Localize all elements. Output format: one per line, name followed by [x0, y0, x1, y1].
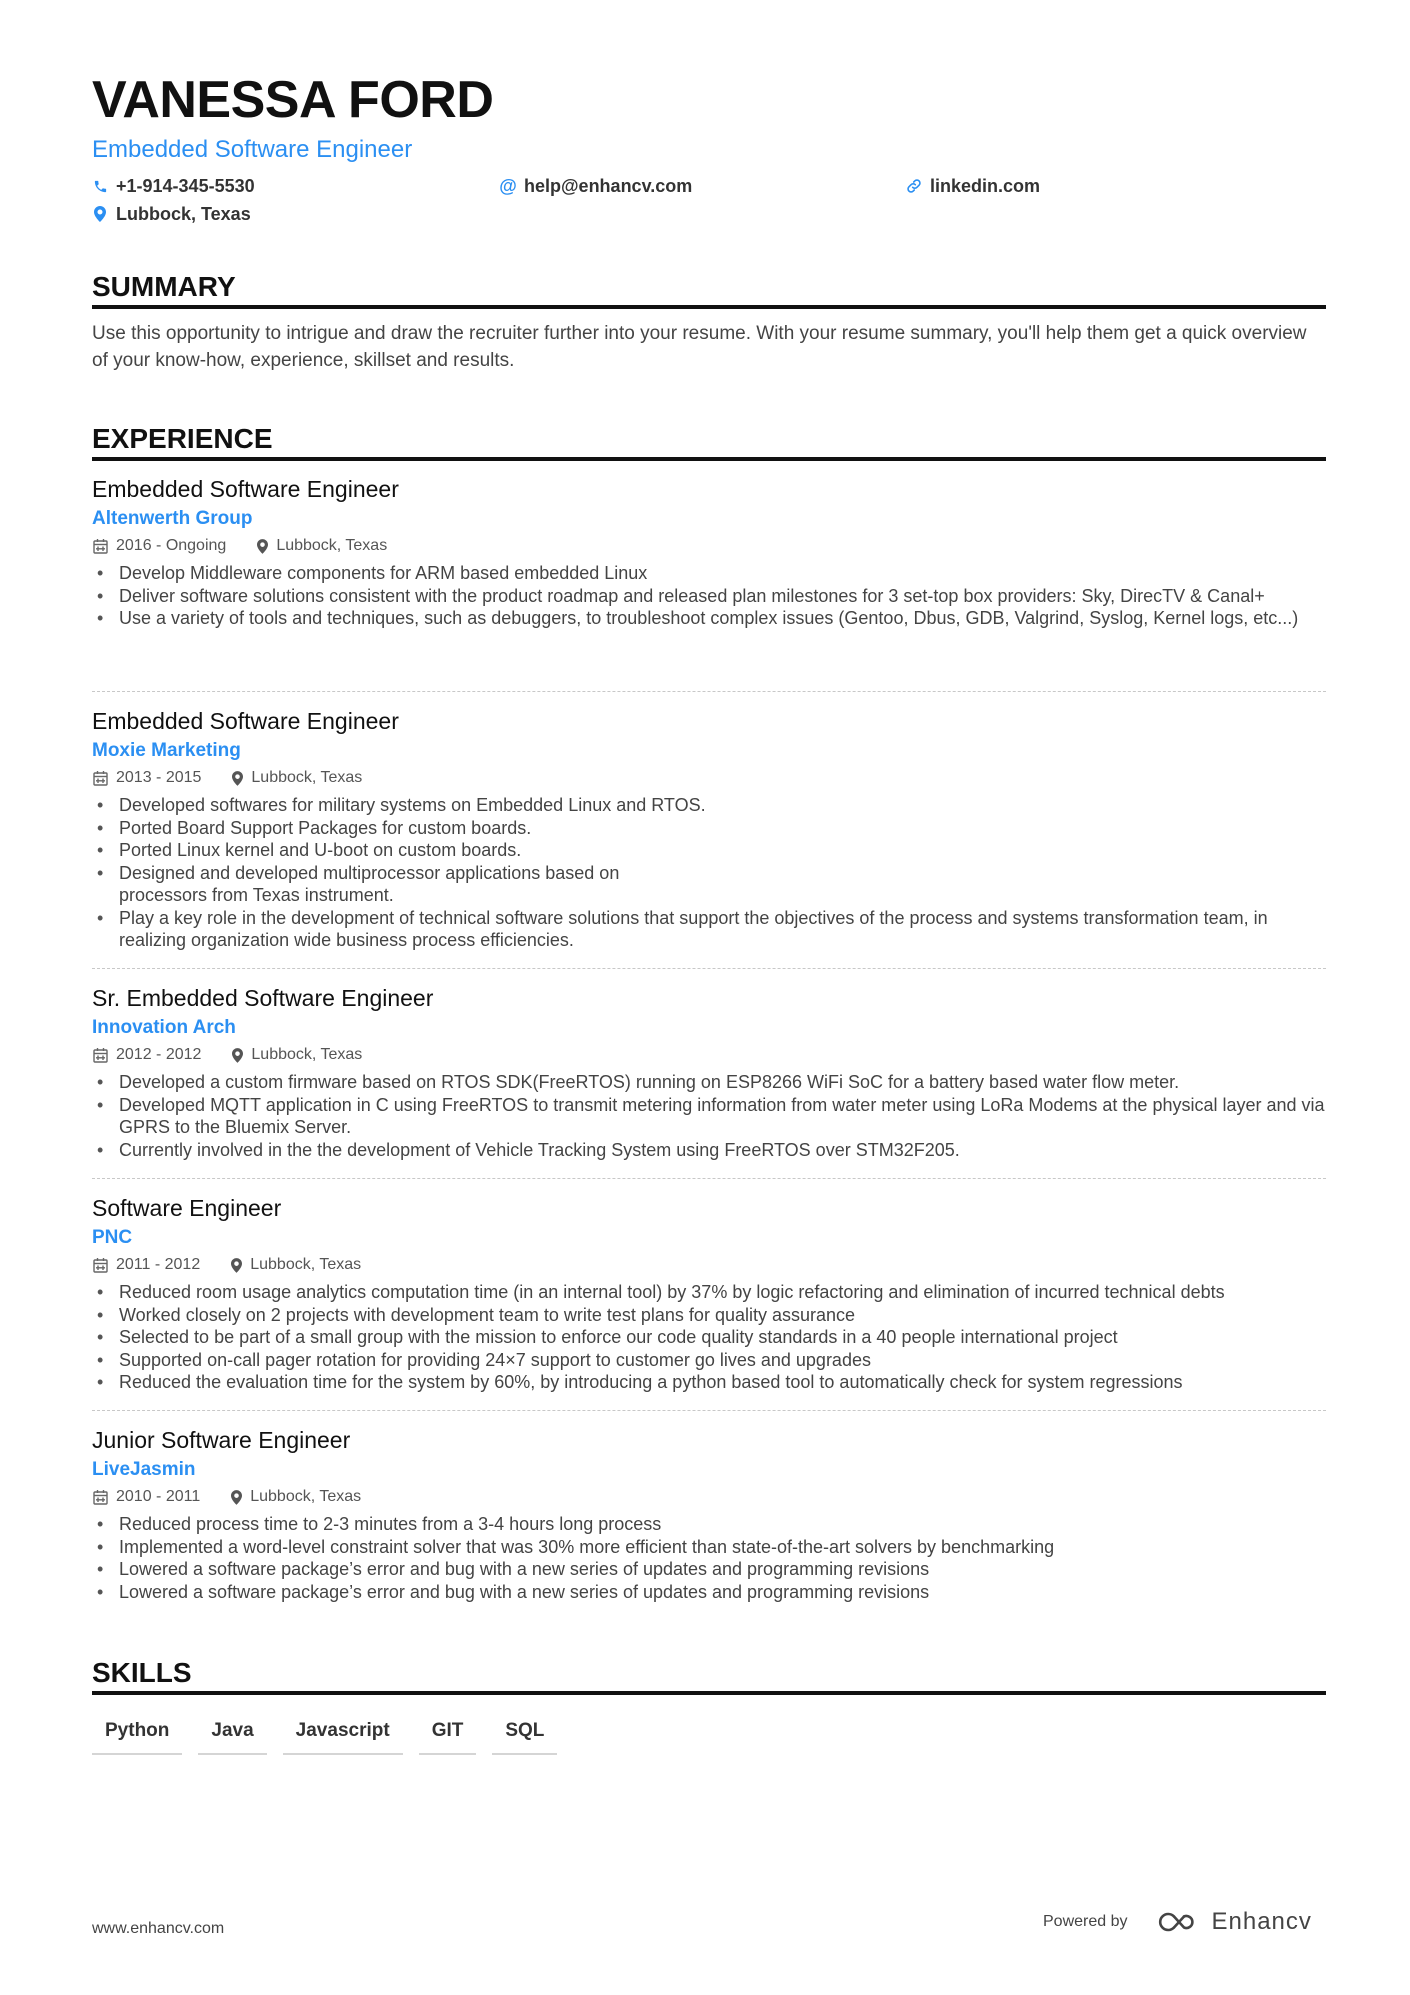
list-item: • Selected to be part of a small group with the mission to enforce our code quality standards in a 40 people international project: [92, 1326, 1326, 1349]
skill-tag: GIT: [419, 1713, 477, 1755]
link-icon: [906, 178, 922, 194]
job-location: [229, 1043, 362, 1067]
footer-branding: [1043, 1908, 1312, 1936]
location-pin-icon: [228, 1257, 244, 1273]
email-text[interactable]: help@enhancv.com: [524, 176, 693, 196]
summary-text: Use this opportunity to intrigue and draw the recruiter further into your resume. With your resume summary, you'll help them get a quick overview of your know-how, experience, skillset and results.: [92, 323, 1307, 371]
list-item: • Developed MQTT application in C using FreeRTOS to transmit metering information from water meter using LoRa Modems at the physical layer and via GPRS to the Bluemix Server.: [92, 1094, 1326, 1139]
list-item: • Implemented a word-level constraint solver that was 30% more efficient than state-of-the-art solvers by benchmarking: [92, 1536, 1326, 1559]
list-item: • Ported Linux kernel and U-boot on custom boards.: [92, 839, 1326, 862]
job-bullets: [92, 1281, 1326, 1394]
job-bullets: [92, 1513, 1326, 1603]
brand-logo[interactable]: [1154, 1908, 1312, 1936]
job-bullets: [92, 562, 1326, 630]
summary-heading: SUMMARY: [92, 273, 1326, 309]
phone-icon: [92, 178, 108, 194]
experience-item: [92, 1193, 1326, 1411]
footer-url[interactable]: www.enhancv.com: [92, 1920, 225, 1937]
job-role: Embedded Software Engineer: [92, 476, 399, 502]
skill-tag: SQL: [492, 1713, 557, 1755]
job-company: Innovation Arch: [92, 1017, 236, 1038]
list-item: • Supported on-call pager rotation for providing 24×7 support to customer go lives and upgrades: [92, 1349, 1326, 1372]
calendar-icon: [92, 1257, 108, 1273]
list-item: • Reduced the evaluation time for the system by 60%, by introducing a python based tool to automatically check for system regressions: [92, 1371, 1326, 1394]
job-location-text: Lubbock, Texas: [251, 1046, 363, 1063]
job-meta: [92, 534, 1326, 558]
skills-heading: SKILLS: [92, 1659, 1326, 1695]
experience-item: [92, 474, 1326, 692]
job-meta: [92, 766, 1326, 790]
job-location: [254, 534, 387, 558]
job-location-text: Lubbock, Texas: [251, 769, 363, 786]
brand-name: Enhancv: [1211, 1908, 1312, 1935]
location-pin-icon: [229, 770, 245, 786]
job-role: Sr. Embedded Software Engineer: [92, 985, 434, 1011]
calendar-icon: [92, 538, 108, 554]
job-bullets: [92, 1071, 1326, 1161]
link-text[interactable]: linkedin.com: [930, 176, 1041, 196]
job-meta: [92, 1485, 1326, 1509]
location-pin-icon: [228, 1489, 244, 1505]
list-item: • Developed softwares for military systems on Embedded Linux and RTOS.: [92, 794, 1326, 817]
list-item: • Lowered a software package’s error and bug with a new series of updates and programming revisions: [92, 1581, 1326, 1604]
job-company: LiveJasmin: [92, 1459, 196, 1480]
job-role: Embedded Software Engineer: [92, 708, 399, 734]
job-role: Junior Software Engineer: [92, 1427, 351, 1453]
calendar-icon: [92, 1489, 108, 1505]
job-meta: [92, 1253, 1326, 1277]
job-company: PNC: [92, 1227, 133, 1248]
list-item: • Developed a custom firmware based on RTOS SDK(FreeRTOS) running on ESP8266 WiFi SoC for a battery based water flow meter.: [92, 1071, 1326, 1094]
job-location: [229, 766, 362, 790]
skills-list: [92, 1713, 573, 1755]
job-dates: 2011 - 2012: [116, 1256, 201, 1273]
list-item: • Reduced process time to 2-3 minutes from a 3-4 hours long process: [92, 1513, 1326, 1536]
job-location: [228, 1485, 361, 1509]
list-item: • Play a key role in the development of technical software solutions that support the objectives of the process and systems transformation team, in realizing organization wide business process efficiencies.: [92, 907, 1326, 952]
phone-text: +1-914-345-5530: [116, 176, 255, 196]
contact-email[interactable]: [500, 177, 692, 195]
job-location: [228, 1253, 361, 1277]
job-dates: 2012 - 2012: [116, 1046, 202, 1063]
experience-heading: EXPERIENCE: [92, 425, 1326, 461]
list-item: • Lowered a software package’s error and bug with a new series of updates and programming revisions: [92, 1558, 1326, 1581]
job-dates: 2010 - 2011: [116, 1488, 201, 1505]
location-pin-icon: [229, 1047, 245, 1063]
candidate-name: VANESSA FORD: [92, 71, 494, 129]
location-text: Lubbock, Texas: [116, 204, 251, 224]
list-item: • Use a variety of tools and techniques, such as debuggers, to troubleshoot complex issues (Gentoo, Dbus, GDB, Valgrind, Syslog, Kernel logs, etc...): [92, 607, 1326, 630]
job-location-text: Lubbock, Texas: [276, 537, 388, 554]
list-item: • Ported Board Support Packages for custom boards.: [92, 817, 1326, 840]
powered-by-label: Powered by: [1043, 1913, 1128, 1930]
list-item: • Reduced room usage analytics computation time (in an internal tool) by 37% by logic refactoring and elimination of incurred technical debts: [92, 1281, 1326, 1304]
candidate-title: Embedded Software Engineer: [92, 136, 413, 163]
list-item: • Deliver software solutions consistent with the product roadmap and released plan milestones for 3 set-top box providers: Sky, DirecTV & Canal+: [92, 585, 1326, 608]
experience-item: [92, 1425, 1326, 1615]
job-company: Moxie Marketing: [92, 740, 241, 761]
job-dates: 2013 - 2015: [116, 769, 202, 786]
at-icon: @: [499, 176, 517, 196]
job-meta: [92, 1043, 1326, 1067]
location-pin-icon: [92, 206, 108, 222]
experience-item: [92, 706, 1326, 969]
job-dates: 2016 - Ongoing: [116, 537, 227, 554]
skill-tag: Java: [198, 1713, 266, 1755]
job-location-text: Lubbock, Texas: [250, 1488, 362, 1505]
contact-phone: [92, 177, 255, 195]
enhancv-logo-icon: [1154, 1910, 1200, 1934]
list-item: • Develop Middleware components for ARM based embedded Linux: [92, 562, 1326, 585]
experience-item: [92, 983, 1326, 1179]
skill-tag: Python: [92, 1713, 182, 1755]
location-pin-icon: [254, 538, 270, 554]
calendar-icon: [92, 770, 108, 786]
job-company: Altenwerth Group: [92, 508, 253, 529]
job-location-text: Lubbock, Texas: [250, 1256, 362, 1273]
job-role: Software Engineer: [92, 1195, 282, 1221]
skill-tag: Javascript: [283, 1713, 403, 1755]
list-item: • Designed and developed multiprocessor applications based on processors from Texas instrument.: [92, 862, 1326, 907]
contact-link[interactable]: [906, 177, 1040, 195]
contact-location: [92, 205, 251, 223]
list-item: • Worked closely on 2 projects with development team to write test plans for quality assurance: [92, 1304, 1326, 1327]
calendar-icon: [92, 1047, 108, 1063]
list-item: • Currently involved in the the development of Vehicle Tracking System using FreeRTOS over STM32F205.: [92, 1139, 1326, 1162]
job-bullets: [92, 794, 1326, 952]
